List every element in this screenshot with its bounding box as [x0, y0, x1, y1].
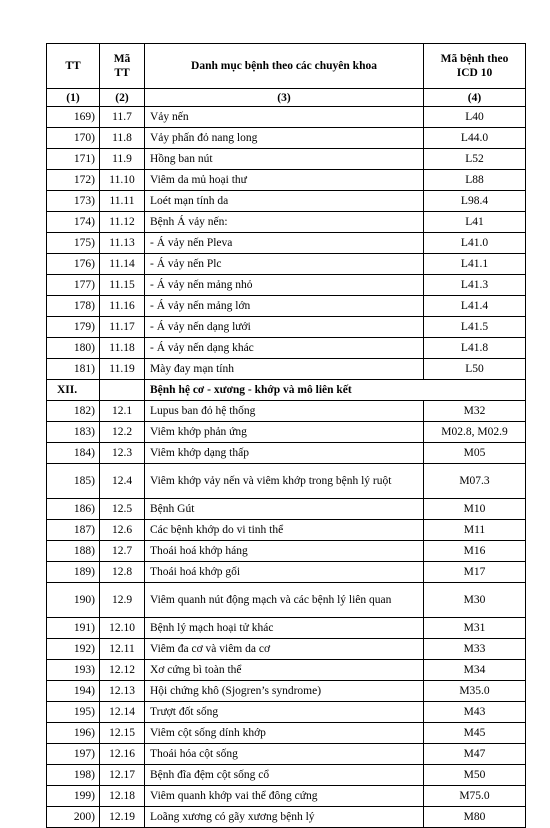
row-icd-code: M34	[424, 660, 526, 681]
row-code-tt: 12.6	[100, 520, 145, 541]
table-row	[47, 499, 526, 520]
table-row	[47, 786, 526, 807]
row-code-tt: 11.14	[100, 254, 145, 275]
row-icd-code: L50	[424, 359, 526, 380]
row-number: 193)	[47, 660, 100, 681]
row-number: 186)	[47, 499, 100, 520]
table-row	[47, 191, 526, 212]
row-disease-name: Bệnh đĩa đệm cột sống cổ	[145, 765, 424, 786]
table-row	[47, 765, 526, 786]
table-row	[47, 723, 526, 744]
section-heading-row	[47, 380, 526, 401]
table-subheader-row	[47, 89, 526, 107]
row-code-tt: 12.17	[100, 765, 145, 786]
row-disease-name: Viêm khớp phản ứng	[145, 422, 424, 443]
row-number: 180)	[47, 338, 100, 359]
row-icd-code: L41.5	[424, 317, 526, 338]
row-disease-name: Thoái hoá khớp háng	[145, 541, 424, 562]
subheader-2: (2)	[100, 89, 145, 107]
row-icd-code: L44.0	[424, 128, 526, 149]
row-icd-code: M35.0	[424, 681, 526, 702]
row-icd-code: L41	[424, 212, 526, 233]
row-disease-name: Viêm khớp dạng thấp	[145, 443, 424, 464]
table-row	[47, 541, 526, 562]
row-code-tt: 12.5	[100, 499, 145, 520]
table-row	[47, 618, 526, 639]
row-number: 185)	[47, 464, 100, 499]
row-code-tt: 12.2	[100, 422, 145, 443]
row-icd-code: L88	[424, 170, 526, 191]
row-icd-code: M32	[424, 401, 526, 422]
table-row	[47, 807, 526, 828]
row-disease-name: Bệnh lý mạch hoại tử khác	[145, 618, 424, 639]
section-title: Bệnh hệ cơ - xương - khớp và mô liên kết	[145, 380, 526, 401]
row-code-tt: 11.7	[100, 107, 145, 128]
row-disease-name: Vảy nến	[145, 107, 424, 128]
row-number: 177)	[47, 275, 100, 296]
table-row	[47, 128, 526, 149]
row-disease-name: - Á vảy nến mảng lớn	[145, 296, 424, 317]
row-disease-name: Xơ cứng bì toàn thể	[145, 660, 424, 681]
table-row	[47, 212, 526, 233]
row-icd-code: M11	[424, 520, 526, 541]
row-icd-code: L41.0	[424, 233, 526, 254]
section-empty-cell	[100, 380, 145, 401]
table-row	[47, 149, 526, 170]
row-icd-code: M31	[424, 618, 526, 639]
table-row	[47, 583, 526, 618]
row-code-tt: 11.11	[100, 191, 145, 212]
subheader-4: (4)	[424, 89, 526, 107]
subheader-1: (1)	[47, 89, 100, 107]
row-code-tt: 12.18	[100, 786, 145, 807]
header-category: Danh mục bệnh theo các chuyên khoa	[145, 44, 424, 89]
row-disease-name: Loét mạn tính da	[145, 191, 424, 212]
row-number: 194)	[47, 681, 100, 702]
table-body-section-xii	[47, 401, 526, 828]
row-disease-name: - Á vảy nến Plc	[145, 254, 424, 275]
row-icd-code: L41.4	[424, 296, 526, 317]
row-code-tt: 11.13	[100, 233, 145, 254]
row-icd-code: L52	[424, 149, 526, 170]
row-disease-name: Mày đay mạn tính	[145, 359, 424, 380]
row-code-tt: 12.3	[100, 443, 145, 464]
row-code-tt: 11.16	[100, 296, 145, 317]
row-icd-code: M75.0	[424, 786, 526, 807]
row-icd-code: M47	[424, 744, 526, 765]
row-number: 179)	[47, 317, 100, 338]
table-row	[47, 254, 526, 275]
row-code-tt: 11.17	[100, 317, 145, 338]
row-icd-code: M17	[424, 562, 526, 583]
row-number: 169)	[47, 107, 100, 128]
table-row	[47, 233, 526, 254]
row-disease-name: Viêm da mủ hoại thư	[145, 170, 424, 191]
row-disease-name: Bệnh Gút	[145, 499, 424, 520]
table-row	[47, 338, 526, 359]
row-icd-code: M02.8, M02.9	[424, 422, 526, 443]
row-code-tt: 12.4	[100, 464, 145, 499]
table-row	[47, 107, 526, 128]
section-number: XII.	[47, 380, 100, 401]
row-number: 198)	[47, 765, 100, 786]
row-disease-name: - Á vảy nến dạng khác	[145, 338, 424, 359]
header-icd-code: Mã bệnh theo ICD 10	[424, 44, 526, 89]
table-header-row	[47, 44, 526, 89]
row-number: 173)	[47, 191, 100, 212]
row-icd-code: M45	[424, 723, 526, 744]
row-number: 196)	[47, 723, 100, 744]
table-row	[47, 639, 526, 660]
table-row	[47, 660, 526, 681]
row-icd-code: L41.8	[424, 338, 526, 359]
row-disease-name: Viêm khớp vảy nến và viêm khớp trong bệnh lý ruột	[145, 464, 424, 499]
row-icd-code: M16	[424, 541, 526, 562]
row-number: 181)	[47, 359, 100, 380]
row-disease-name: Loãng xương có gãy xương bệnh lý	[145, 807, 424, 828]
row-disease-name: Các bệnh khớp do vi tinh thể	[145, 520, 424, 541]
row-disease-name: Thoái hoá khớp gối	[145, 562, 424, 583]
row-code-tt: 11.9	[100, 149, 145, 170]
row-code-tt: 12.19	[100, 807, 145, 828]
table-row	[47, 520, 526, 541]
row-code-tt: 12.14	[100, 702, 145, 723]
row-number: 188)	[47, 541, 100, 562]
row-disease-name: Bệnh Á vảy nến:	[145, 212, 424, 233]
row-number: 197)	[47, 744, 100, 765]
table-row	[47, 681, 526, 702]
row-disease-name: - Á vảy nến Pleva	[145, 233, 424, 254]
row-code-tt: 12.12	[100, 660, 145, 681]
row-code-tt: 11.18	[100, 338, 145, 359]
row-disease-name: - Á vảy nến mảng nhỏ	[145, 275, 424, 296]
header-ma-tt: Mã TT	[100, 44, 145, 89]
row-number: 176)	[47, 254, 100, 275]
table-row	[47, 275, 526, 296]
row-number: 199)	[47, 786, 100, 807]
row-icd-code: M30	[424, 583, 526, 618]
row-number: 174)	[47, 212, 100, 233]
row-code-tt: 12.16	[100, 744, 145, 765]
row-code-tt: 11.19	[100, 359, 145, 380]
row-number: 191)	[47, 618, 100, 639]
row-code-tt: 12.8	[100, 562, 145, 583]
row-number: 182)	[47, 401, 100, 422]
row-icd-code: M10	[424, 499, 526, 520]
table-row	[47, 359, 526, 380]
row-disease-name: Viêm cột sống dính khớp	[145, 723, 424, 744]
table-row	[47, 422, 526, 443]
row-disease-name: Viêm quanh khớp vai thể đông cứng	[145, 786, 424, 807]
row-code-tt: 12.15	[100, 723, 145, 744]
row-code-tt: 11.15	[100, 275, 145, 296]
table-row	[47, 317, 526, 338]
row-number: 171)	[47, 149, 100, 170]
row-code-tt: 12.7	[100, 541, 145, 562]
row-number: 189)	[47, 562, 100, 583]
row-disease-name: - Á vảy nến dạng lưới	[145, 317, 424, 338]
row-code-tt: 12.10	[100, 618, 145, 639]
row-code-tt: 11.10	[100, 170, 145, 191]
table-row	[47, 702, 526, 723]
row-disease-name: Lupus ban đỏ hệ thống	[145, 401, 424, 422]
row-disease-name: Thoái hóa cột sống	[145, 744, 424, 765]
table-row	[47, 443, 526, 464]
row-number: 200)	[47, 807, 100, 828]
row-code-tt: 12.13	[100, 681, 145, 702]
row-disease-name: Trượt đốt sống	[145, 702, 424, 723]
disease-table	[46, 43, 526, 828]
row-icd-code: L40	[424, 107, 526, 128]
table-row	[47, 562, 526, 583]
header-tt: TT	[47, 44, 100, 89]
row-code-tt: 11.8	[100, 128, 145, 149]
row-number: 183)	[47, 422, 100, 443]
row-number: 184)	[47, 443, 100, 464]
row-number: 170)	[47, 128, 100, 149]
row-icd-code: L98.4	[424, 191, 526, 212]
row-number: 175)	[47, 233, 100, 254]
row-icd-code: M50	[424, 765, 526, 786]
table-row	[47, 296, 526, 317]
row-icd-code: L41.3	[424, 275, 526, 296]
section-xii	[47, 380, 526, 401]
row-icd-code: L41.1	[424, 254, 526, 275]
row-disease-name: Vảy phấn đỏ nang long	[145, 128, 424, 149]
row-number: 192)	[47, 639, 100, 660]
table-row	[47, 464, 526, 499]
row-icd-code: M43	[424, 702, 526, 723]
table-row	[47, 170, 526, 191]
row-disease-name: Hội chứng khô (Sjogren’s syndrome)	[145, 681, 424, 702]
row-disease-name: Hồng ban nút	[145, 149, 424, 170]
row-code-tt: 12.9	[100, 583, 145, 618]
row-number: 187)	[47, 520, 100, 541]
row-disease-name: Viêm quanh nút động mạch và các bệnh lý liên quan	[145, 583, 424, 618]
row-number: 195)	[47, 702, 100, 723]
row-code-tt: 11.12	[100, 212, 145, 233]
row-icd-code: M07.3	[424, 464, 526, 499]
row-disease-name: Viêm đa cơ và viêm da cơ	[145, 639, 424, 660]
row-code-tt: 12.1	[100, 401, 145, 422]
row-code-tt: 12.11	[100, 639, 145, 660]
row-number: 178)	[47, 296, 100, 317]
row-icd-code: M80	[424, 807, 526, 828]
table-body-section-xi	[47, 107, 526, 380]
table-row	[47, 401, 526, 422]
row-icd-code: M33	[424, 639, 526, 660]
subheader-3: (3)	[145, 89, 424, 107]
table-row	[47, 744, 526, 765]
row-icd-code: M05	[424, 443, 526, 464]
row-number: 190)	[47, 583, 100, 618]
row-number: 172)	[47, 170, 100, 191]
